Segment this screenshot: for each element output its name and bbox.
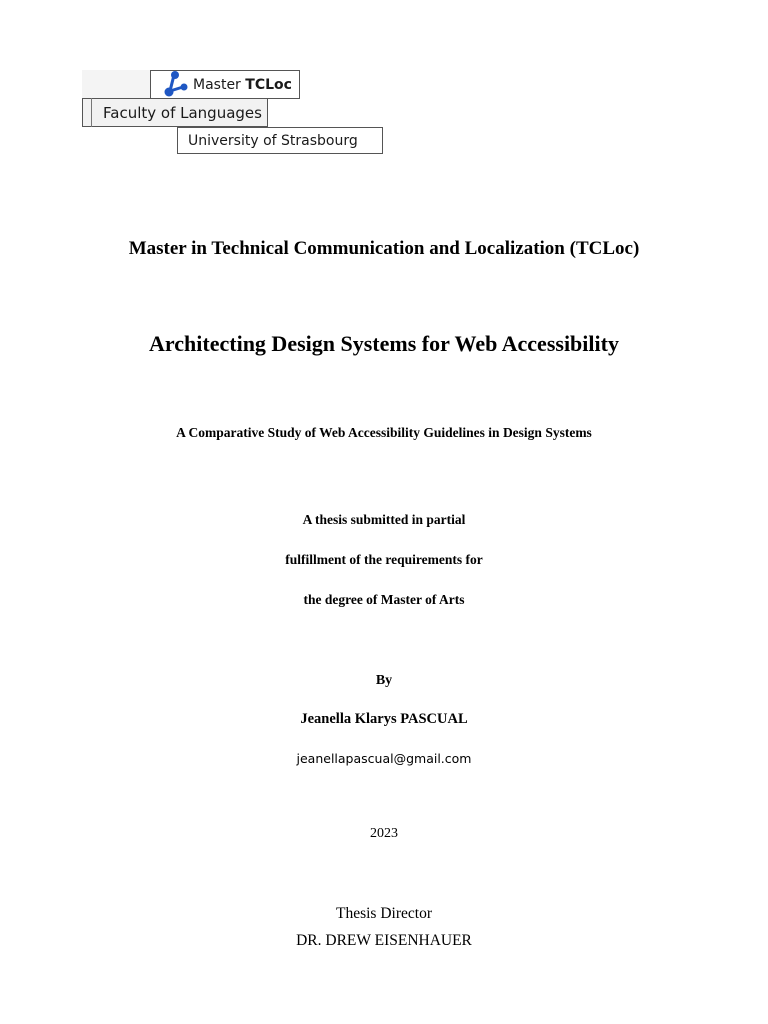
logo-faculty-text: Faculty of Languages (103, 103, 262, 122)
by-label: By (375, 673, 393, 688)
thesis-director-name: DR. DREW EISENHAUER (296, 932, 472, 949)
logo-master-tcloc-text: Master TCLoc (193, 76, 292, 93)
logo-background (82, 70, 150, 98)
submission-line-3: the degree of Master of Arts (303, 592, 465, 607)
submission-line-2: fulfillment of the requirements for (285, 552, 483, 567)
submission-line-1: A thesis submitted in partial (302, 512, 466, 527)
program-name: Master in Technical Communication and Localization (TCLoc) (128, 238, 640, 259)
thesis-title: Architecting Design Systems for Web Accessibility (149, 331, 619, 356)
thesis-director-label: Thesis Director (336, 905, 432, 922)
author-email: jeanellapascual@gmail.com (296, 751, 472, 766)
author-name: Jeanella Klarys PASCUAL (300, 711, 468, 727)
tcloc-network-icon (160, 70, 190, 99)
logo-faculty (82, 98, 268, 127)
logo-university (177, 127, 383, 154)
logo-university-text: University of Strasbourg (188, 132, 358, 149)
year: 2023 (370, 826, 398, 841)
logo-divider (91, 98, 92, 127)
thesis-subtitle: A Comparative Study of Web Accessibility Guidelines in Design Systems (176, 425, 592, 440)
